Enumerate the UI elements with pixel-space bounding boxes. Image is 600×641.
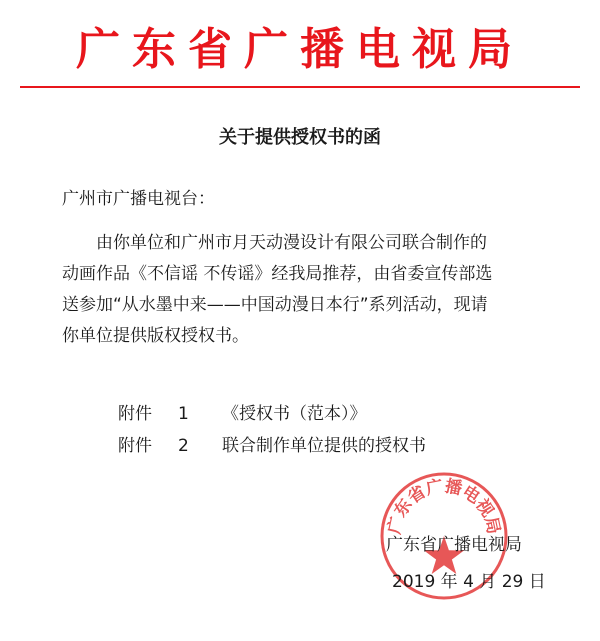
attachment-number: 1 bbox=[178, 404, 189, 424]
attachment-label: 附件 bbox=[118, 436, 152, 456]
letterhead-rule bbox=[20, 86, 580, 88]
attachment-label: 附件 bbox=[118, 404, 152, 424]
signature-date: 2019 年 4 月 29 日 bbox=[392, 572, 546, 592]
attachment-item bbox=[118, 398, 426, 430]
seal-text: 广东省广播电视局 bbox=[384, 476, 504, 536]
letterhead-title: 广东省广播电视局 bbox=[76, 24, 524, 75]
body-line: 送参加“从水墨中来——中国动漫日本行”系列活动，现请 bbox=[62, 295, 488, 315]
body-line: 你单位提供版权授权书。 bbox=[62, 326, 249, 346]
attachment-list bbox=[118, 398, 426, 462]
body-line: 由你单位和广州市月天动漫设计有限公司联合制作的 bbox=[96, 233, 487, 253]
letter-body bbox=[62, 228, 552, 352]
salutation: 广州市广播电视台： bbox=[62, 189, 215, 209]
attachment-item bbox=[118, 430, 426, 462]
attachment-text: 《授权书（范本）》 bbox=[222, 404, 367, 424]
attachment-text: 联合制作单位提供的授权书 bbox=[222, 436, 426, 456]
body-line: 动画作品《不信谣 不传谣》经我局推荐，由省委宣传部选 bbox=[62, 264, 493, 284]
signature-org: 广东省广播电视局 bbox=[386, 535, 522, 555]
attachment-number: 2 bbox=[178, 436, 189, 456]
document-title: 关于提供授权书的函 bbox=[219, 127, 381, 148]
